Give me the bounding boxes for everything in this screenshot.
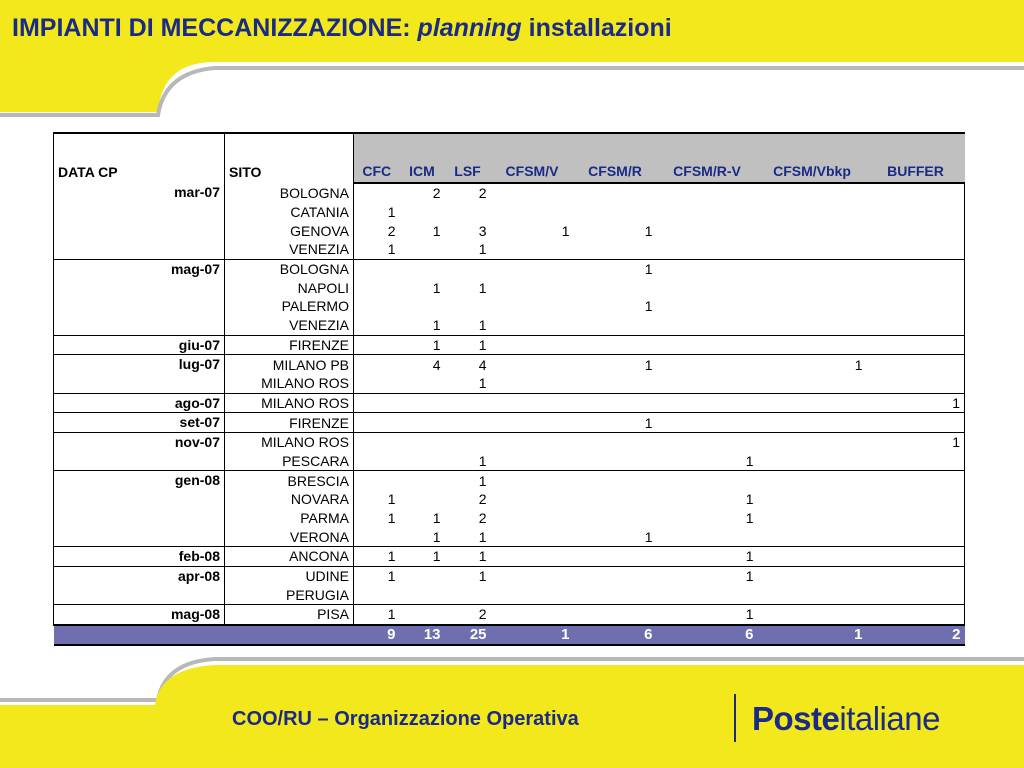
row-value — [657, 527, 758, 546]
row-value — [657, 471, 758, 490]
row-value — [758, 585, 867, 604]
header-cfsm-r-v: CFSM/R-V — [657, 133, 758, 183]
total-value: 6 — [574, 625, 657, 645]
row-value: 1 — [387, 491, 396, 508]
row-value — [758, 240, 867, 259]
row-value — [758, 203, 867, 222]
row-value — [400, 432, 445, 451]
row-value — [574, 509, 657, 528]
row-value — [400, 374, 445, 393]
row-value: 1 — [657, 547, 758, 567]
row-value — [574, 471, 657, 490]
row-value: 1 — [574, 413, 657, 433]
title-end: installazioni — [528, 14, 672, 42]
row-value — [445, 413, 491, 433]
row-value — [445, 259, 491, 278]
row-value: 1 — [478, 568, 487, 585]
row-site: ANCONA — [225, 547, 354, 567]
row-value: 2 — [432, 185, 441, 202]
row-site: NOVARA — [225, 490, 354, 509]
row-value: 1 — [644, 222, 653, 239]
header-icm: ICM — [400, 133, 445, 183]
row-date: lug-07 — [54, 355, 225, 393]
table-row — [54, 605, 965, 625]
row-value — [867, 374, 965, 393]
row-site: PISA — [225, 605, 354, 625]
row-value — [758, 452, 867, 471]
row-value: 1 — [644, 261, 653, 278]
row-value — [758, 316, 867, 335]
row-site: FIRENZE — [225, 413, 354, 433]
row-value — [657, 203, 758, 222]
row-value — [400, 471, 445, 490]
row-value — [354, 335, 400, 355]
row-value — [657, 316, 758, 335]
logo-regular: italiane — [839, 700, 940, 737]
row-value: 1 — [400, 316, 445, 335]
row-site: PESCARA — [225, 452, 354, 471]
row-date: mag-07 — [54, 259, 225, 335]
row-value — [400, 490, 445, 509]
footer-department: COO/RU – Organizzazione Operativa — [232, 708, 579, 730]
row-value — [867, 490, 965, 509]
header-date: DATA CP — [54, 133, 225, 183]
row-site: MILANO ROS — [225, 432, 354, 451]
row-value: 1 — [432, 510, 441, 527]
row-value — [758, 335, 867, 355]
table-row — [54, 183, 965, 203]
row-value — [354, 183, 400, 203]
row-site: BOLOGNA — [225, 259, 354, 278]
row-value — [867, 566, 965, 585]
row-value — [867, 278, 965, 297]
row-value — [445, 393, 491, 413]
row-site: BOLOGNA — [225, 183, 354, 203]
row-value — [657, 413, 758, 433]
row-value — [445, 432, 491, 451]
row-value: 1 — [445, 240, 491, 259]
row-value — [354, 527, 400, 546]
row-value — [400, 585, 445, 604]
row-value — [758, 393, 867, 413]
row-value — [491, 452, 574, 471]
row-value: 1 — [445, 547, 491, 567]
row-value — [574, 316, 657, 335]
row-value — [867, 605, 965, 625]
row-value — [491, 605, 574, 625]
row-site: MILANO ROS — [225, 393, 354, 413]
row-value — [758, 471, 867, 490]
row-value — [867, 452, 965, 471]
row-value — [491, 355, 574, 374]
row-value: 2 — [387, 222, 396, 239]
row-value — [400, 240, 445, 259]
row-value — [491, 585, 574, 604]
row-value — [491, 413, 574, 433]
totals-label-cell — [54, 625, 354, 645]
row-value — [354, 297, 400, 316]
row-value: 1 — [354, 605, 400, 625]
row-value — [574, 547, 657, 567]
row-value — [867, 316, 965, 335]
row-value: 1 — [400, 547, 445, 567]
header-cfsm-v: CFSM/V — [491, 133, 574, 183]
row-site: PERUGIA — [225, 585, 354, 604]
row-site: VENEZIA — [225, 240, 354, 259]
row-value: 1 — [561, 222, 570, 239]
total-value: 1 — [758, 625, 867, 645]
row-value — [758, 527, 867, 546]
row-value: 2 — [478, 491, 487, 508]
row-value: 1 — [867, 393, 965, 413]
row-value — [867, 259, 965, 278]
row-value: 2 — [478, 185, 487, 202]
row-value — [657, 335, 758, 355]
row-value: 1 — [657, 605, 758, 625]
row-value — [445, 203, 491, 222]
row-site: BRESCIA — [225, 471, 354, 490]
row-value — [867, 221, 965, 240]
row-site: VENEZIA — [225, 316, 354, 335]
row-value — [491, 374, 574, 393]
row-value — [491, 203, 574, 222]
row-value — [491, 297, 574, 316]
row-value — [657, 297, 758, 316]
row-value — [491, 335, 574, 355]
row-date: feb-08 — [54, 547, 225, 567]
row-value: 2 — [445, 605, 491, 625]
row-value — [491, 183, 574, 203]
table-row — [54, 547, 965, 567]
row-value: 4 — [432, 356, 441, 373]
row-value — [574, 278, 657, 297]
row-date: apr-08 — [54, 566, 225, 604]
row-value — [867, 297, 965, 316]
row-value — [574, 605, 657, 625]
row-value: 1 — [387, 568, 396, 585]
row-date: giu-07 — [54, 335, 225, 355]
row-value — [867, 547, 965, 567]
row-value — [867, 471, 965, 490]
row-value: 1 — [478, 472, 487, 489]
row-value — [758, 374, 867, 393]
row-value: 1 — [657, 452, 758, 471]
row-value — [758, 297, 867, 316]
totals-row — [54, 625, 965, 645]
row-value: 1 — [354, 240, 400, 259]
header-lsf: LSF — [445, 133, 491, 183]
row-value: 1 — [387, 204, 396, 221]
row-value — [657, 355, 758, 374]
page-title — [12, 14, 672, 43]
row-value — [491, 278, 574, 297]
row-value: 1 — [400, 527, 445, 546]
row-value — [657, 183, 758, 203]
header-cfsm-r: CFSM/R — [574, 133, 657, 183]
row-value — [657, 278, 758, 297]
header-cfsm-vbkp: CFSM/Vbkp — [758, 133, 867, 183]
row-value: 1 — [432, 279, 441, 296]
row-value — [867, 527, 965, 546]
row-value — [574, 432, 657, 451]
row-value — [758, 259, 867, 278]
row-value: 1 — [354, 547, 400, 567]
footer-separator — [734, 694, 736, 742]
row-value: 1 — [445, 316, 491, 335]
row-value — [400, 605, 445, 625]
row-value — [867, 585, 965, 604]
row-value — [491, 393, 574, 413]
row-value: 1 — [644, 298, 653, 315]
row-value — [758, 547, 867, 567]
row-value — [354, 432, 400, 451]
row-value: 1 — [445, 527, 491, 546]
row-value — [354, 471, 400, 490]
row-value: 1 — [574, 527, 657, 546]
row-site: MILANO ROS — [225, 374, 354, 393]
row-site: VERONA — [225, 527, 354, 546]
row-date: nov-07 — [54, 432, 225, 470]
row-value — [758, 221, 867, 240]
row-value: 1 — [445, 452, 491, 471]
row-date: set-07 — [54, 413, 225, 433]
row-value — [657, 221, 758, 240]
table-body — [54, 183, 965, 645]
title-main: IMPIANTI DI MECCANIZZAZIONE: — [12, 14, 411, 42]
row-value — [574, 240, 657, 259]
row-value — [491, 240, 574, 259]
row-value — [867, 240, 965, 259]
row-value — [574, 374, 657, 393]
row-value — [400, 393, 445, 413]
row-value: 1 — [387, 510, 396, 527]
row-value — [657, 374, 758, 393]
row-value — [758, 432, 867, 451]
row-value: 1 — [445, 335, 491, 355]
row-value: 2 — [478, 510, 487, 527]
row-value — [491, 316, 574, 335]
row-value — [354, 355, 400, 374]
row-value — [354, 374, 400, 393]
row-value — [657, 259, 758, 278]
total-value: 25 — [445, 625, 491, 645]
table-row — [54, 393, 965, 413]
row-value — [574, 203, 657, 222]
row-site: CATANIA — [225, 203, 354, 222]
row-value — [354, 259, 400, 278]
table-row — [54, 471, 965, 490]
row-value — [758, 278, 867, 297]
total-value: 13 — [400, 625, 445, 645]
table-row — [54, 413, 965, 433]
row-value — [574, 393, 657, 413]
row-value — [400, 452, 445, 471]
poste-italiane-logo — [752, 700, 940, 738]
header-site: SITO — [225, 133, 354, 183]
row-value — [758, 490, 867, 509]
total-value: 1 — [491, 625, 574, 645]
row-value — [867, 335, 965, 355]
row-value — [445, 585, 491, 604]
row-value: 3 — [478, 222, 487, 239]
table-row — [54, 355, 965, 374]
header-row — [54, 133, 965, 183]
row-value — [758, 413, 867, 433]
row-value: 1 — [745, 491, 754, 508]
row-date: ago-07 — [54, 393, 225, 413]
row-value — [445, 297, 491, 316]
table-row — [54, 432, 965, 451]
row-value — [758, 183, 867, 203]
row-value — [400, 203, 445, 222]
row-value — [400, 413, 445, 433]
row-value — [491, 566, 574, 585]
row-site: NAPOLI — [225, 278, 354, 297]
row-value — [867, 509, 965, 528]
table-row — [54, 566, 965, 585]
row-value — [491, 490, 574, 509]
total-value: 2 — [867, 625, 965, 645]
row-value — [657, 432, 758, 451]
header-buffer: BUFFER — [867, 133, 965, 183]
row-value — [354, 452, 400, 471]
row-value: 1 — [854, 356, 863, 373]
row-value — [491, 432, 574, 451]
row-value: 1 — [745, 568, 754, 585]
row-site: UDINE — [225, 566, 354, 585]
row-value — [657, 393, 758, 413]
row-value — [867, 203, 965, 222]
row-value: 1 — [445, 374, 491, 393]
row-value: 1 — [745, 510, 754, 527]
row-value: 1 — [432, 222, 441, 239]
table-row — [54, 335, 965, 355]
row-site: GENOVA — [225, 221, 354, 240]
row-value — [354, 413, 400, 433]
installation-plan-table — [53, 132, 965, 646]
row-value — [354, 393, 400, 413]
row-date: mar-07 — [54, 183, 225, 259]
row-value — [491, 527, 574, 546]
row-value — [354, 316, 400, 335]
row-value — [867, 355, 965, 374]
row-date: mag-08 — [54, 605, 225, 625]
row-value: 4 — [478, 356, 487, 373]
row-site: FIRENZE — [225, 335, 354, 355]
logo-bold: Poste — [752, 700, 840, 737]
title-italic: planning — [417, 14, 522, 42]
row-value — [758, 509, 867, 528]
row-value — [491, 471, 574, 490]
row-value — [574, 183, 657, 203]
row-value — [574, 335, 657, 355]
row-value — [758, 605, 867, 625]
row-value — [574, 585, 657, 604]
row-value — [491, 509, 574, 528]
row-value — [574, 566, 657, 585]
row-site: PARMA — [225, 509, 354, 528]
row-site: PALERMO — [225, 297, 354, 316]
row-value: 1 — [644, 356, 653, 373]
table-row — [54, 259, 965, 278]
row-value — [657, 585, 758, 604]
row-value — [867, 413, 965, 433]
row-value: 1 — [400, 335, 445, 355]
row-value — [354, 278, 400, 297]
row-value — [574, 490, 657, 509]
row-value — [400, 566, 445, 585]
row-date: gen-08 — [54, 471, 225, 547]
total-value: 6 — [657, 625, 758, 645]
row-value — [400, 297, 445, 316]
row-site: MILANO PB — [225, 355, 354, 374]
row-value — [354, 585, 400, 604]
row-value — [574, 452, 657, 471]
total-value: 9 — [354, 625, 400, 645]
row-value — [867, 183, 965, 203]
row-value: 1 — [867, 432, 965, 451]
row-value — [400, 259, 445, 278]
row-value — [491, 547, 574, 567]
row-value — [657, 240, 758, 259]
row-value — [758, 566, 867, 585]
header-cfc: CFC — [354, 133, 400, 183]
row-value: 1 — [478, 279, 487, 296]
row-value — [491, 259, 574, 278]
